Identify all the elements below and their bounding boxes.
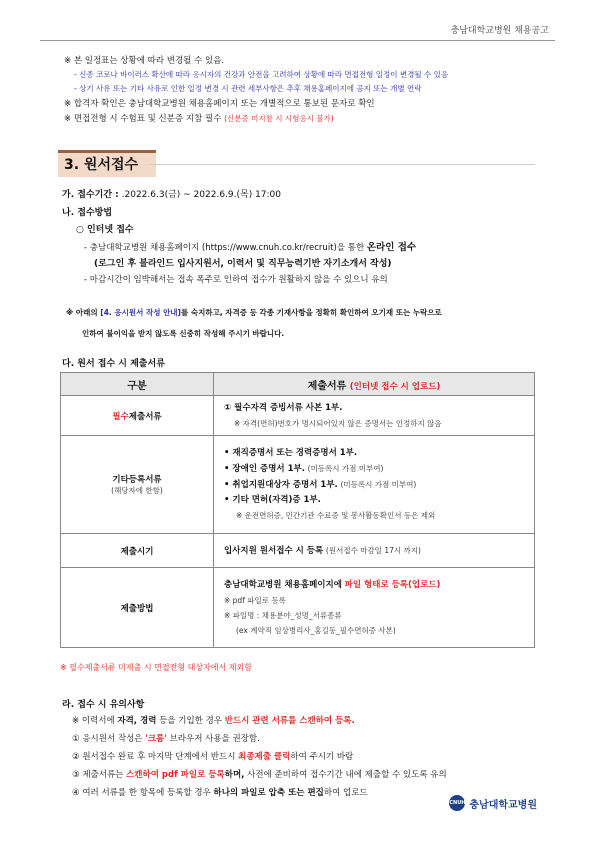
note-result: ※ 합격자 확인은 충남대학교병원 채용홈페이지 또는 개별적으로 통보된 문자로 확인	[64, 99, 375, 109]
method-online: 온라인 접수	[366, 242, 417, 253]
notice-prefix: ※ 아래의	[66, 308, 98, 317]
col-category: 구분	[61, 373, 214, 396]
period-row	[62, 187, 281, 200]
row-other-label	[61, 436, 214, 534]
docs-label: 다. 원서 접수 시 제출서류	[62, 359, 165, 369]
note-id-text: ※ 면접전형 시 수험표 및 신분증 지참 필수	[64, 114, 222, 124]
note-id-warning: (신분증 미지참 시 시험응시 불가)	[224, 114, 334, 123]
section-divider	[150, 164, 535, 165]
other-doc-disability	[224, 461, 524, 477]
row-method-label: 제출방법	[61, 568, 214, 648]
method-item: ○ 인터넷 접수	[76, 225, 134, 235]
note-change: - 상기 사유 또는 기타 사유로 인한 일정 변경 시 관련 세부사항은 추후 채용홈페이지에 공지 또는 개별 연락	[74, 84, 422, 93]
other-doc-career: • 재직증명서 또는 경력증명서 1부.	[224, 448, 358, 458]
caution-0a: ※ 이력서에	[72, 716, 115, 726]
upload-text: 충남대학교병원 채용홈페이지에	[224, 579, 342, 590]
caution-line-4	[72, 786, 368, 798]
caution-1b: '크롬'	[145, 734, 167, 744]
table-row	[61, 568, 535, 648]
caution-4b: 하나의 파일로 압축 또는 편집	[213, 788, 324, 798]
notice-line2: 인하여 불이익을 받지 않도록 신중히 작성해 주시기 바랍니다.	[82, 329, 285, 338]
caution-4c: 하여 업로드	[323, 788, 368, 798]
caution-line-3	[72, 768, 447, 780]
row-other-value	[214, 436, 535, 534]
required-doc-1: ① 필수자격 증빙서류 사본 1부.	[224, 402, 343, 413]
veteran-text: • 취업지원대상자 증명서 1부.	[224, 480, 338, 490]
required-docs-word: 제출서류	[128, 411, 162, 422]
col-documents-label: 제출서류	[307, 380, 347, 392]
caution-0c: 등을 기입한 경우	[159, 716, 223, 726]
caution-0d: 반드시 관련 서류를 스캔하여 등록.	[224, 716, 355, 726]
caution-2c: 하여 주시기 바람	[290, 752, 354, 762]
caution-4a: ④ 여러 서류를 한 항목에 등록할 경우	[72, 788, 211, 798]
required-doc-note: ※ 자격(면허)번호가 명시되어있지 않은 증명서는 인정하지 않음	[234, 418, 442, 428]
hospital-logo	[449, 795, 537, 811]
caution-label: 라. 접수 시 유의사항	[62, 700, 145, 710]
disability-text: • 장애인 증명서 1부.	[224, 464, 305, 474]
other-docs-sub: (해당자에 한함)	[111, 486, 163, 495]
row-timing-value	[214, 534, 535, 568]
notice-line1	[66, 307, 442, 318]
caution-1a: ① 응시원서 작성은	[72, 734, 143, 744]
method-sub1	[84, 239, 416, 253]
method-upload	[224, 578, 524, 593]
timing-note: (원서접수 마감일 17시 까지)	[325, 545, 421, 555]
row-required-value	[214, 396, 535, 436]
veteran-note: (미등록시 가점 미부여)	[340, 480, 417, 489]
method-filename: ※ 파일명 : 채용분야_성명_서류종류	[224, 610, 342, 620]
caution-3d: 사전에 준비하여 접수기간 내에 제출할 수 있도록 유의	[247, 770, 447, 780]
other-doc-veteran	[224, 477, 524, 493]
row-method-value	[214, 568, 535, 648]
caution-3c: 하며,	[224, 770, 245, 780]
caution-line-0	[72, 714, 355, 726]
note-schedule: ※ 본 일정표는 상황에 따라 변경될 수 있음.	[64, 56, 225, 66]
other-doc-exclusion: ※ 운전면허증, 민간기관 수료증 및 봉사활동확인서 등은 제외	[236, 511, 436, 520]
table-header-row	[61, 373, 535, 396]
documents-table	[60, 372, 535, 648]
disability-note: (미등록시 가점 미부여)	[307, 464, 384, 473]
logo-name: 충남대학교병원	[469, 799, 537, 811]
caution-line-1	[72, 732, 260, 744]
method-sub1-text: - 충남대학교병원 채용홈페이지 (https://www.cnuh.co.kr/recruit)을 통한	[84, 243, 365, 253]
col-documents	[214, 373, 535, 396]
note-corona: - 신종 코로나 바이러스 확산에 따라 응시자의 건강과 안전을 고려하여 상황에 따라 면접전형 일정이 변경될 수 있음	[74, 70, 449, 79]
method-sub2: - 마감시간이 임박해서는 접속 폭주로 인하여 접수가 원활하지 않을 수 있으니 유의	[84, 275, 388, 285]
notice-link: [4. 응시원서 작성 안내]	[100, 308, 181, 317]
notice-rest: 를 숙지하고, 자격증 등 각종 기재사항을 정확히 확인하여 오기재 또는 누락으로	[180, 308, 442, 317]
method-example: (ex 계약직 임상병리사_홍길동_필수면허증 사본)	[236, 625, 396, 635]
method-pdf: ※ pdf 파일로 등록	[224, 595, 286, 605]
section-title: 3. 원서접수	[58, 150, 156, 177]
caution-line-2	[72, 750, 353, 762]
caution-2b: 최종제출 클릭	[238, 752, 291, 762]
other-docs-label: 기타등록서류	[112, 475, 162, 485]
page-header	[40, 18, 555, 41]
upload-highlight: 파일 형태로 등록(업로드)	[344, 579, 441, 590]
method-label: 나. 접수방법	[62, 208, 113, 218]
period-label: 가. 접수기간 :	[62, 190, 119, 200]
timing-text: 입사지원 원서접수 시 등록	[224, 545, 324, 556]
note-id	[64, 112, 334, 124]
method-sub1-detail: (로그인 후 블라인드 입사지원서, 이력서 및 직무능력기반 자기소개서 작성)	[94, 259, 392, 269]
after-table-note: ※ 필수제출서류 미제출 시 면접전형 대상자에서 제외함	[60, 663, 252, 672]
table-row	[61, 396, 535, 436]
caution-1c: 브라우저 사용을 권장함.	[169, 734, 260, 744]
caution-2a: ② 원서접수 완료 후 마지막 단계에서 반드시	[72, 752, 236, 762]
other-doc-license: • 기타 면허(자격)증 1부.	[224, 495, 321, 505]
caution-3b: 스캔하여 pdf 파일로 등록	[126, 770, 225, 780]
period-value: .2022.6.3(금) ~ 2022.6.9.(목) 17:00	[121, 190, 282, 200]
caution-3a: ③ 제출서류는	[72, 770, 124, 780]
row-timing-label: 제출시기	[61, 534, 214, 568]
table-row	[61, 534, 535, 568]
col-documents-note: (인터넷 접수 시 업로드)	[349, 381, 441, 392]
logo-mark-icon: CNUH	[449, 795, 465, 811]
header-org: 충남대학교병원 채용공고	[450, 26, 549, 36]
table-row	[61, 436, 535, 534]
required-word: 필수	[112, 411, 129, 422]
row-required-label	[61, 396, 214, 436]
caution-0b: 자격, 경력	[117, 716, 157, 726]
